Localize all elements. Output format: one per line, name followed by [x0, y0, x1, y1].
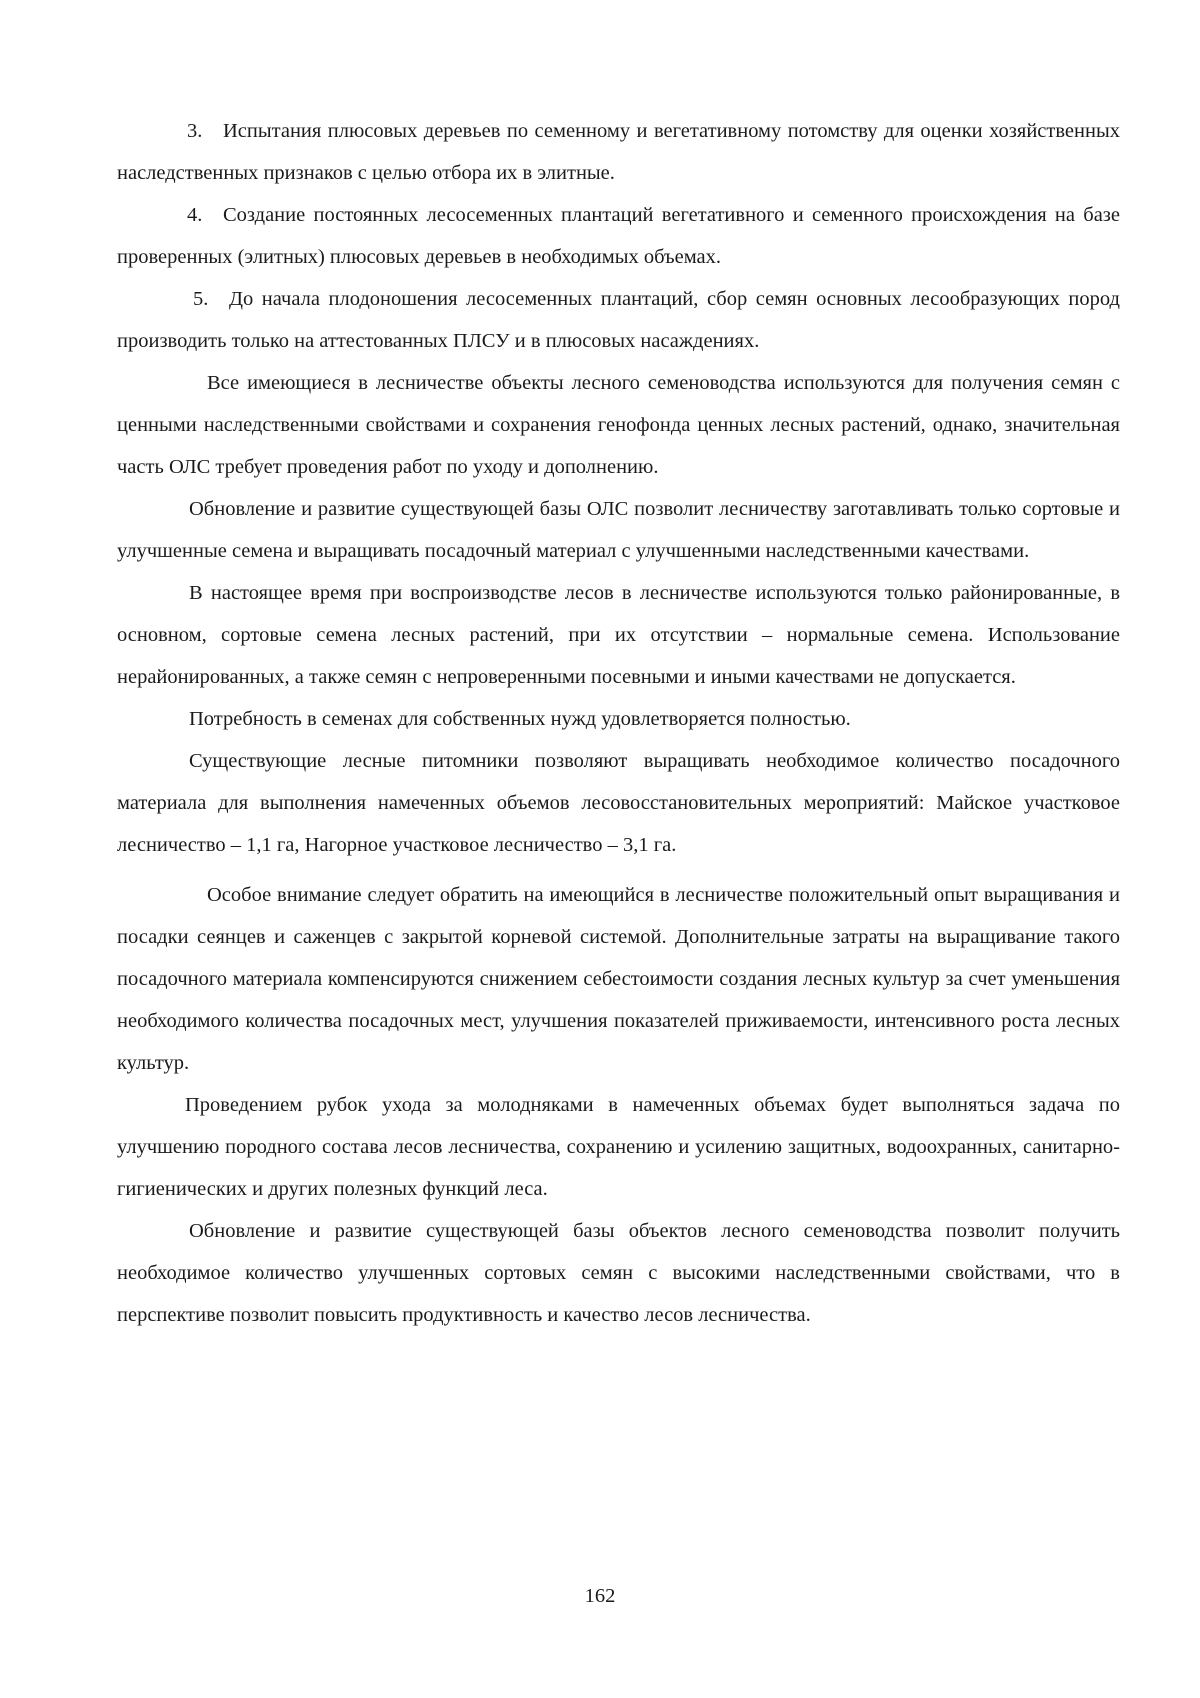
list-number: 3.	[187, 120, 203, 142]
list-item-3	[117, 110, 1120, 194]
list-item-4	[117, 194, 1120, 278]
list-item-5	[117, 278, 1120, 362]
list-item-text: Создание постоянных лесосеменных плантаций вегетативного и семенного происхождения на базе проверенных (элитных) плюсовых деревьев в необходимых объемах.	[117, 204, 1120, 268]
paragraph: Потребность в семенах для собственных нужд удовлетворяется полностью.	[189, 708, 851, 730]
paragraph: Существующие лесные питомники позволяют выращивать необходимое количество посадочного материала для выполнения намеченных объемов лесовосстановительных мероприятий: Майское участковое лесничество – 1,1 га, Нагорное участковое лесничество – 3,1 га.	[117, 750, 1120, 856]
page-number: 162	[584, 1585, 616, 1607]
document-body	[117, 110, 1120, 1336]
paragraph: Все имеющиеся в лесничестве объекты лесного семеноводства используются для получения семян с ценными наследственными свойствами и сохранения генофонда ценных лесных растений, однако, значительная часть ОЛС требует проведения работ по уходу и дополнению.	[117, 372, 1120, 478]
list-number: 4.	[187, 204, 203, 226]
paragraph: Обновление и развитие существующей базы объектов лесного семеноводства позволит получить необходимое количество улучшенных сортовых семян с высокими наследственными свойствами, что в перспективе позволит повысить продуктивность и качество лесов лесничества.	[117, 1220, 1120, 1326]
paragraph: В настоящее время при воспроизводстве лесов в лесничестве используются только районированные, в основном, сортовые семена лесных растений, при их отсутствии – нормальные семена. Использование нерайонированных, а также семян с непроверенными посевными и иными качествами не допускается.	[117, 582, 1120, 688]
paragraph: Обновление и развитие существующей базы ОЛС позволит лесничеству заготавливать только сортовые и улучшенные семена и выращивать посадочный материал с улучшенными наследственными качествами.	[117, 498, 1120, 562]
paragraph: Проведением рубок ухода за молодняками в намеченных объемах будет выполняться задача по улучшению породного состава лесов лесничества, сохранению и усилению защитных, водоохранных, санитарно-гигиенических и других полезных функций леса.	[117, 1094, 1120, 1200]
list-item-text: Испытания плюсовых деревьев по семенному и вегетативному потомству для оценки хозяйственных наследственных признаков с целью отбора их в элитные.	[117, 120, 1120, 184]
list-item-text: До начала плодоношения лесосеменных плантаций, сбор семян основных лесообразующих пород производить только на аттестованных ПЛСУ и в плюсовых насаждениях.	[117, 288, 1120, 352]
list-number: 5.	[193, 288, 209, 310]
paragraph: Особое внимание следует обратить на имеющийся в лесничестве положительный опыт выращивания и посадки сеянцев и саженцев с закрытой корневой системой. Дополнительные затраты на выращивание такого посадочного материала компенсируются снижением себестоимости создания лесных культур за счет уменьшения необходимого количества посадочных мест, улучшения показателей приживаемости, интенсивного роста лесных культур.	[117, 884, 1120, 1074]
